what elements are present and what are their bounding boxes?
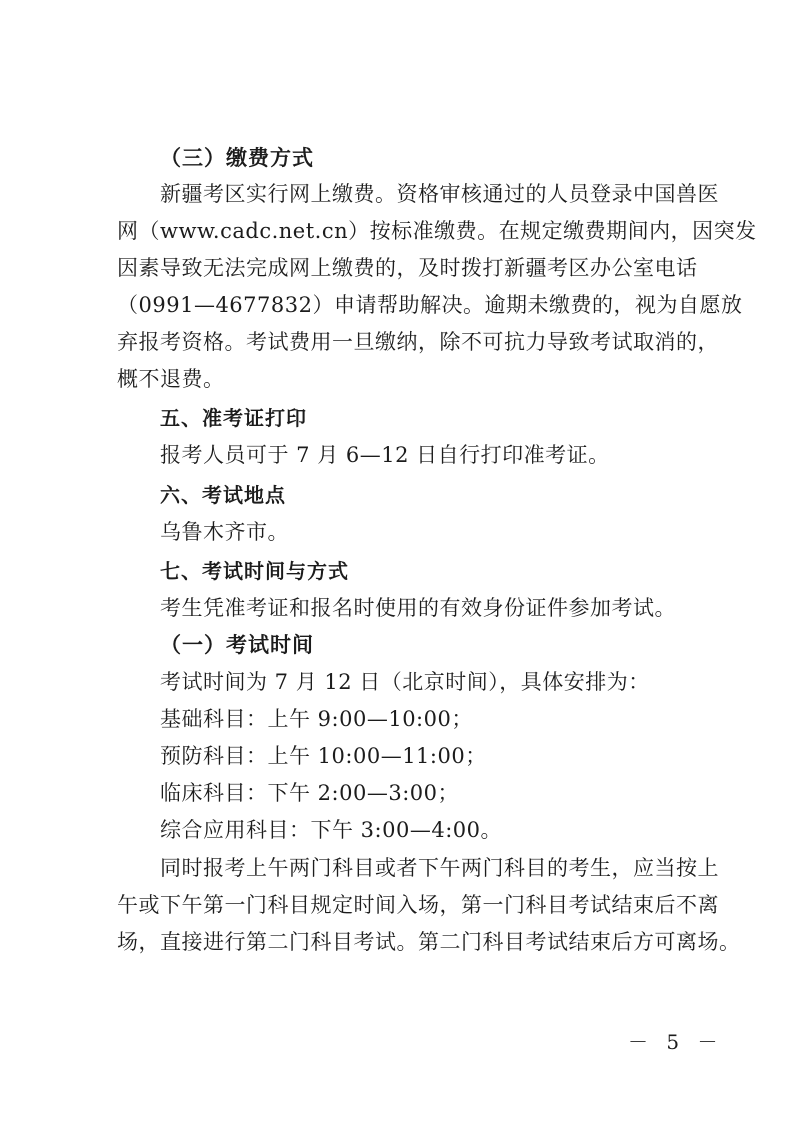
fee-paragraph-line-1: 新疆考区实行网上缴费。资格审核通过的人员登录中国兽医	[160, 182, 719, 206]
schedule-clinical: 临床科目：下午 2:00—3:00；	[160, 781, 459, 805]
section-7-text: 考生凭准考证和报名时使用的有效身份证件参加考试。	[160, 596, 676, 620]
exam-time-intro: 考试时间为 7 月 12 日（北京时间），具体安排为：	[160, 670, 650, 694]
exam-time-heading: （一）考试时间	[160, 632, 314, 657]
page-number: － 5 －	[628, 1030, 724, 1054]
fee-paragraph-line-3: 因素导致无法完成网上缴费的，及时拨打新疆考区办公室电话	[117, 256, 698, 280]
section-6-text: 乌鲁木齐市。	[160, 520, 289, 544]
note-paragraph-line-3: 场，直接进行第二门科目考试。第二门科目考试结束后方可离场。	[117, 930, 741, 954]
fee-paragraph-line-4: （0991—4677832）申请帮助解决。逾期未缴费的，视为自愿放	[117, 293, 743, 317]
note-paragraph-line-2: 午或下午第一门科目规定时间入场，第一门科目考试结束后不离	[117, 893, 719, 917]
section-5-heading: 五、准考证打印	[160, 406, 307, 430]
fee-paragraph-line-5: 弃报考资格。考试费用一旦缴纳，除不可抗力导致考试取消的，	[117, 330, 719, 354]
section-6-heading: 六、考试地点	[160, 483, 286, 507]
schedule-comprehensive: 综合应用科目：下午 3:00—4:00。	[160, 818, 502, 842]
section-5-text: 报考人员可于 7 月 6—12 日自行打印准考证。	[160, 443, 610, 467]
fee-paragraph-line-2: 网（www.cadc.net.cn）按标准缴费。在规定缴费期间内，因突发	[117, 219, 757, 243]
fee-paragraph-line-6: 概不退费。	[117, 367, 225, 391]
schedule-prevention: 预防科目：上午 10:00—11:00；	[160, 744, 487, 768]
fee-heading: （三）缴费方式	[160, 145, 314, 170]
schedule-basic: 基础科目：上午 9:00—10:00；	[160, 707, 473, 731]
note-paragraph-line-1: 同时报考上午两门科目或者下午两门科目的考生，应当按上	[160, 856, 719, 880]
section-7-heading: 七、考试时间与方式	[160, 559, 349, 583]
